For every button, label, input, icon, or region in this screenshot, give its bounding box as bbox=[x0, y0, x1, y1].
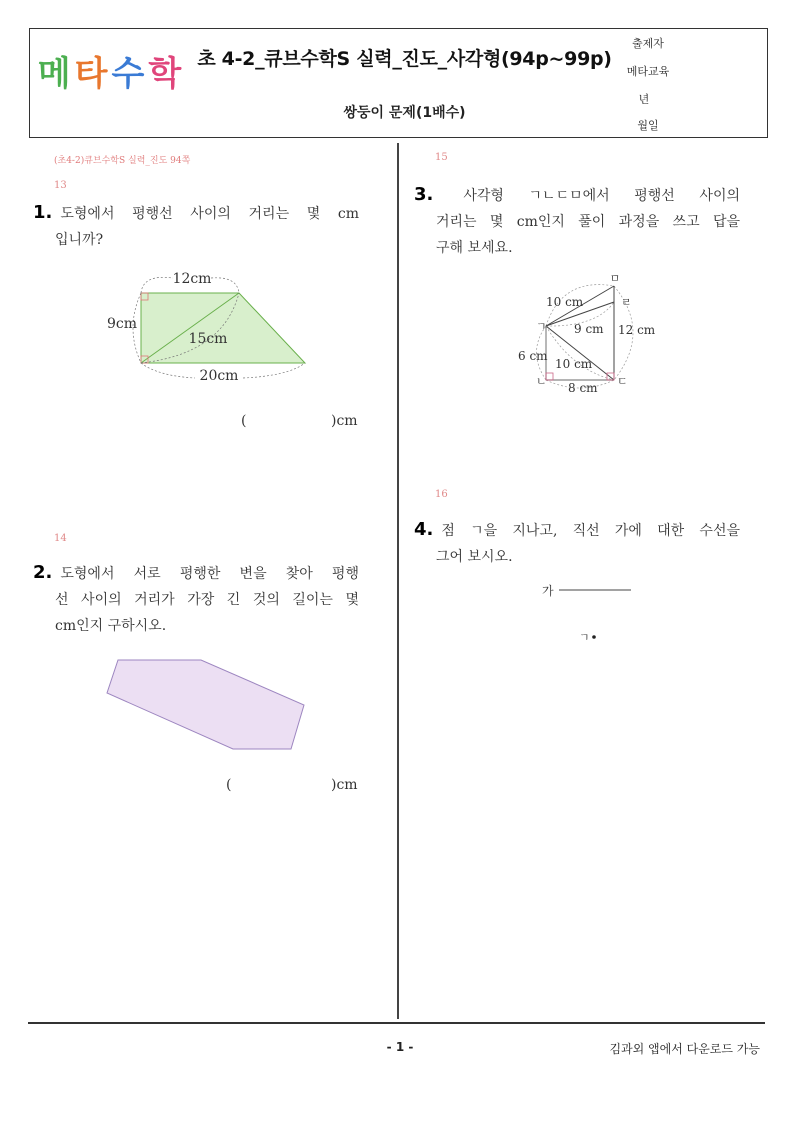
question-1 bbox=[33, 200, 359, 253]
question-text: 사각형 ㄱㄴㄷㅁ에서 평행선 사이의 bbox=[463, 188, 740, 204]
label-top: 12cm bbox=[172, 271, 212, 287]
point-dot bbox=[592, 635, 596, 639]
line-label: 가 bbox=[542, 584, 554, 598]
source-reference: (초4-2)큐브수학S 실력_진도 94쪽 bbox=[54, 156, 191, 166]
footer-note: 김과외 앱에서 다운로드 가능 bbox=[609, 1042, 760, 1056]
worksheet-header bbox=[29, 28, 768, 138]
point-label: ㄱ bbox=[579, 631, 590, 644]
point-d: ㄹ bbox=[621, 296, 632, 309]
author-value: 메타교육 bbox=[626, 65, 670, 78]
column-divider bbox=[397, 143, 399, 1019]
question-ref: 16 bbox=[435, 489, 448, 500]
question-3 bbox=[414, 182, 740, 261]
quadrilateral-figure bbox=[512, 272, 662, 397]
question-text: 그어 보시오. bbox=[436, 549, 513, 565]
label-ab: 6 cm bbox=[518, 349, 548, 363]
logo-char-3: 수 bbox=[111, 54, 146, 94]
question-number: 4. bbox=[414, 519, 434, 540]
question-number: 3. bbox=[414, 184, 434, 205]
point-b: ㄴ bbox=[536, 375, 547, 388]
logo bbox=[38, 46, 182, 95]
question-text: 선 사이의 거리가 가장 긴 것의 길이는 몇 bbox=[55, 592, 359, 608]
blank-cell bbox=[30, 112, 190, 138]
question-text: 입니까? bbox=[55, 232, 104, 248]
label-diagonal: 15cm bbox=[188, 331, 228, 347]
question-text: 점 ㄱ을 지나고, 직선 가에 대한 수선을 bbox=[441, 523, 740, 539]
question-ref: 14 bbox=[54, 533, 67, 544]
page-number: - 1 - bbox=[386, 1040, 414, 1054]
point-c: ㄷ bbox=[617, 375, 628, 388]
question-ref: 13 bbox=[54, 180, 67, 191]
score-box bbox=[677, 29, 767, 138]
worksheet-subtitle: 쌍둥이 문제(1배수) bbox=[343, 104, 466, 121]
question-text: 거리는 몇 cm인지 풀이 과정을 쓰고 답을 bbox=[436, 214, 740, 230]
label-ac: 10 cm bbox=[555, 357, 593, 371]
perpendicular-figure[interactable] bbox=[535, 578, 645, 648]
question-ref: 15 bbox=[435, 152, 448, 163]
answer-open-paren: ( bbox=[226, 777, 232, 793]
author-label: 출제자 bbox=[632, 37, 664, 50]
logo-char-2: 타 bbox=[74, 54, 109, 94]
label-ae: 10 cm bbox=[546, 295, 584, 309]
label-bottom: 20cm bbox=[199, 368, 239, 384]
day-label: 일 bbox=[648, 119, 659, 132]
logo-cell bbox=[30, 29, 190, 112]
question-text: 구해 보세요. bbox=[436, 240, 513, 256]
answer-unit: )cm bbox=[331, 777, 358, 793]
label-left: 9cm bbox=[106, 316, 138, 332]
year-field bbox=[619, 85, 677, 112]
question-text: cm인지 구하시오. bbox=[55, 618, 167, 634]
logo-char-4: 학 bbox=[148, 54, 183, 94]
answer-unit: )cm bbox=[331, 413, 358, 429]
hexagon-figure bbox=[100, 650, 310, 760]
month-day-field bbox=[619, 112, 677, 138]
month-label: 월 bbox=[637, 119, 648, 132]
question-2 bbox=[33, 560, 359, 639]
point-e: ㅁ bbox=[609, 272, 621, 285]
label-ce: 12 cm bbox=[618, 323, 656, 337]
point-a: ㄱ bbox=[536, 320, 547, 333]
answer-open-paren: ( bbox=[241, 413, 247, 429]
worksheet-title: 초 4-2_큐브수학S 실력_진도_사각형(94p~99p) bbox=[197, 47, 612, 70]
question-number: 2. bbox=[33, 562, 53, 583]
question-number: 1. bbox=[33, 202, 53, 223]
label-bc: 8 cm bbox=[568, 381, 598, 395]
logo-char-1: 메 bbox=[37, 54, 72, 94]
label-ad: 9 cm bbox=[574, 322, 604, 336]
question-4 bbox=[414, 517, 740, 570]
year-label: 년 bbox=[638, 92, 650, 106]
trapezoid-figure bbox=[103, 264, 313, 388]
footer-divider bbox=[28, 1022, 765, 1024]
question-text: 도형에서 평행선 사이의 거리는 몇 cm bbox=[60, 206, 359, 222]
question-text: 도형에서 서로 평행한 변을 찾아 평행 bbox=[60, 566, 359, 582]
